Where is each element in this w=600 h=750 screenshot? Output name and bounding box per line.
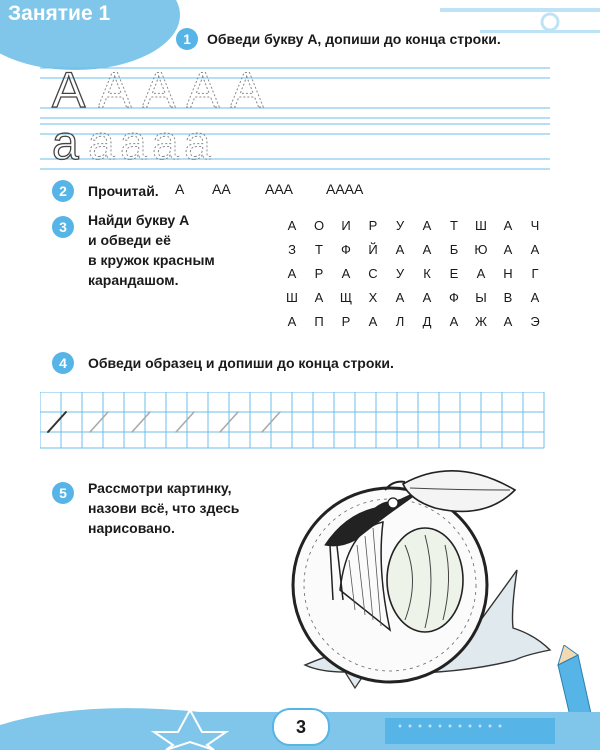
read-item: АААА bbox=[326, 181, 364, 197]
task-number-1: 1 bbox=[176, 28, 198, 50]
task-1-text: Обведи букву А, допиши до конца строки. bbox=[207, 31, 501, 47]
task-3-line: Найди букву А bbox=[88, 212, 190, 228]
grid-letter[interactable]: Х bbox=[368, 290, 378, 305]
grid-letter[interactable]: А bbox=[341, 266, 351, 281]
grid-letter[interactable]: Ж bbox=[474, 314, 487, 329]
grid-letter[interactable]: А bbox=[503, 314, 513, 329]
task-5-line: назови всё, что здесь bbox=[88, 500, 240, 516]
grid-letter[interactable]: Т bbox=[450, 218, 458, 233]
grid-letter[interactable]: А bbox=[314, 290, 324, 305]
grid-letter[interactable]: З bbox=[288, 242, 296, 257]
grid-letter[interactable]: Ф bbox=[341, 242, 351, 257]
copy-grid[interactable] bbox=[40, 392, 560, 452]
grid-letter[interactable]: И bbox=[341, 218, 351, 233]
trace-upper-letter[interactable]: А bbox=[230, 62, 264, 118]
task-3-line: и обведи её bbox=[88, 232, 171, 248]
read-item: ААА bbox=[265, 181, 294, 197]
trace-lower-letter[interactable]: а bbox=[88, 117, 115, 170]
grid-letter[interactable]: А bbox=[395, 242, 405, 257]
grid-letter[interactable]: А bbox=[449, 314, 459, 329]
grid-letter[interactable]: А bbox=[287, 266, 297, 281]
stroke-trace[interactable] bbox=[90, 412, 108, 432]
grid-letter[interactable]: Ф bbox=[449, 290, 459, 305]
read-item: А bbox=[175, 181, 185, 197]
task-number-4: 4 bbox=[52, 352, 74, 374]
letter-grid bbox=[280, 218, 550, 338]
grid-letter[interactable]: Й bbox=[368, 242, 378, 257]
grid-letter[interactable]: А bbox=[287, 218, 297, 233]
grid-letter[interactable]: Р bbox=[314, 266, 324, 281]
trace-upper-letter[interactable]: А bbox=[142, 62, 176, 118]
task-number-3: 3 bbox=[52, 216, 74, 238]
task-5-line: Рассмотри картинку, bbox=[88, 480, 232, 496]
grid-letter[interactable]: А bbox=[422, 290, 432, 305]
grid-letter[interactable]: Л bbox=[395, 314, 405, 329]
grid-letter[interactable]: А bbox=[287, 314, 297, 329]
grid-letter[interactable]: Е bbox=[449, 266, 459, 281]
task-number-2: 2 bbox=[52, 180, 74, 202]
grid-letter[interactable]: А bbox=[530, 242, 540, 257]
grid-letter[interactable]: А bbox=[422, 218, 432, 233]
grid-letter[interactable]: Т bbox=[315, 242, 323, 257]
task-3-line: в кружок красным bbox=[88, 252, 215, 268]
grid-letter[interactable]: Р bbox=[341, 314, 351, 329]
grid-letter[interactable]: О bbox=[313, 218, 325, 233]
task-number-5: 5 bbox=[52, 482, 74, 504]
grid-letter[interactable]: Б bbox=[449, 242, 459, 257]
grid-letter[interactable]: Г bbox=[531, 266, 539, 281]
trace-upper-letter[interactable]: А bbox=[186, 62, 220, 118]
stroke-trace[interactable] bbox=[132, 412, 150, 432]
stroke-trace[interactable] bbox=[176, 412, 194, 432]
trace-lower-sample: а bbox=[52, 117, 79, 170]
grid-letter[interactable]: А bbox=[530, 290, 540, 305]
tracing-lines bbox=[40, 60, 555, 170]
grid-letter[interactable]: А bbox=[476, 266, 486, 281]
task-2-text: Прочитай. bbox=[88, 183, 159, 199]
grid-letter[interactable]: У bbox=[395, 218, 405, 233]
trace-lower-letter[interactable]: а bbox=[120, 117, 147, 170]
grid-letter[interactable]: А bbox=[503, 218, 513, 233]
grid-letter[interactable]: Щ bbox=[339, 290, 353, 305]
trace-lower-letter[interactable]: а bbox=[184, 117, 211, 170]
grid-letter[interactable]: Р bbox=[368, 218, 378, 233]
stroke-sample bbox=[48, 412, 66, 432]
grid-letter[interactable]: Д bbox=[422, 314, 432, 329]
grid-letter[interactable]: А bbox=[503, 242, 513, 257]
read-item: АА bbox=[212, 181, 231, 197]
grid-letter[interactable]: Ч bbox=[530, 218, 540, 233]
grid-letter[interactable]: Ш bbox=[286, 290, 298, 305]
trace-upper-letter[interactable]: А bbox=[98, 62, 132, 118]
grid-letter[interactable]: Ы bbox=[475, 290, 487, 305]
task-4-text: Обведи образец и допиши до конца строки. bbox=[88, 355, 394, 371]
lesson-title: Занятие 1 bbox=[8, 2, 111, 25]
grid-letter[interactable]: Э bbox=[530, 314, 540, 329]
grid-letter[interactable]: А bbox=[368, 314, 378, 329]
illustration bbox=[285, 460, 565, 710]
grid-letter[interactable]: П bbox=[314, 314, 324, 329]
trace-upper-sample: А bbox=[52, 62, 86, 118]
grid-letter[interactable]: К bbox=[423, 266, 431, 281]
grid-letter[interactable]: Н bbox=[503, 266, 513, 281]
grid-letter[interactable]: Ю bbox=[474, 242, 488, 257]
grid-letter[interactable]: Ш bbox=[475, 218, 487, 233]
task-3-line: карандашом. bbox=[88, 272, 179, 288]
grid-letter[interactable]: В bbox=[503, 290, 513, 305]
task-5-line: нарисовано. bbox=[88, 520, 175, 536]
page-number: 3 bbox=[272, 708, 330, 746]
grid-letter[interactable]: А bbox=[422, 242, 432, 257]
grid-letter[interactable]: У bbox=[395, 266, 405, 281]
grid-letter[interactable]: А bbox=[395, 290, 405, 305]
trace-lower-letter[interactable]: а bbox=[152, 117, 179, 170]
grid-letter[interactable]: С bbox=[368, 266, 378, 281]
